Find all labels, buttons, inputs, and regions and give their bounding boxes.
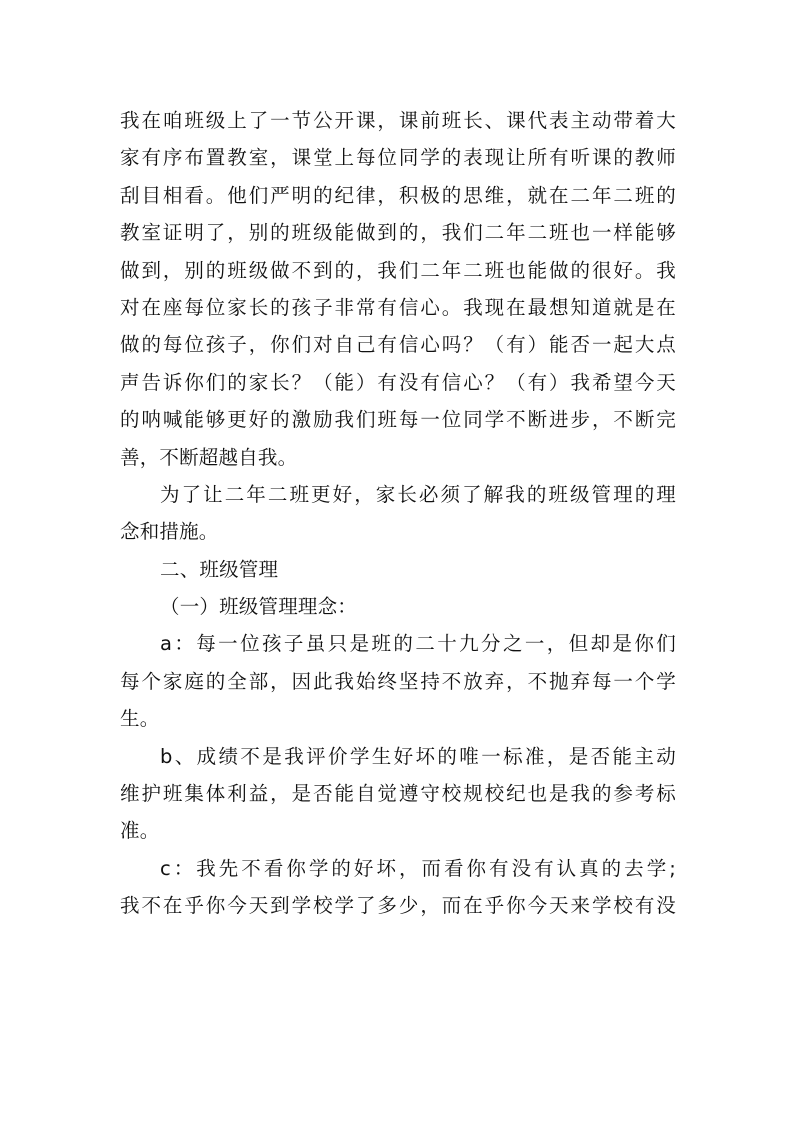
text-line-10: 善，不断超越自我。 — [120, 445, 298, 469]
text-line-21: c：我先不看你学的好坏，而看你有没有认真的去学; — [160, 856, 676, 880]
text-line-3: 刮目相看。他们严明的纪律，积极的思维，就在二年二班的 — [120, 183, 676, 207]
text-line-15: a：每一位孩子虽只是班的二十九分之一，但却是你们 — [160, 632, 676, 656]
text-line-5: 做到，别的班级做不到的，我们二年二班也能做的很好。我 — [120, 258, 676, 282]
text-line-6: 对在座每位家长的孩子非常有信心。我现在最想知道就是在 — [120, 295, 676, 319]
document-page — [120, 102, 676, 925]
text-line-1: 我在咱班级上了一节公开课，课前班长、课代表主动带着大 — [120, 109, 676, 132]
text-line-8: 声告诉你们的家长？（能）有没有信心？（有）我希望今天 — [120, 370, 676, 394]
text-line-2: 家有序布置教室，课堂上每位同学的表现让所有听课的教师 — [120, 146, 676, 170]
text-line-7: 做的每位孩子，你们对自己有信心吗？（有）能否一起大点 — [120, 333, 676, 357]
section-heading: 二、班级管理 — [160, 557, 279, 581]
subsection-heading: （一）班级管理理念： — [160, 595, 358, 619]
text-line-20: 准。 — [120, 819, 160, 843]
text-line-19: 维护班集体利益，是否能自觉遵守校规校纪也是我的参考标 — [120, 782, 676, 806]
text-line-11: 为了让二年二班更好，家长必须了解我的班级管理的理 — [160, 482, 676, 506]
text-line-18: b、成绩不是我评价学生好坏的唯一标准，是否能主动 — [160, 744, 676, 768]
text-line-22: 我不在乎你今天到学校学了多少，而在乎你今天来学校有没 — [120, 894, 676, 918]
text-line-16: 每个家庭的全部，因此我始终坚持不放弃，不抛弃每一个学 — [120, 669, 676, 693]
text-line-9: 的呐喊能够更好的激励我们班每一位同学不断进步，不断完 — [120, 408, 676, 432]
text-line-17: 生。 — [120, 707, 160, 731]
text-line-12: 念和措施。 — [120, 520, 219, 544]
text-line-4: 教室证明了，别的班级能做到的，我们二年二班也一样能够 — [120, 221, 676, 245]
